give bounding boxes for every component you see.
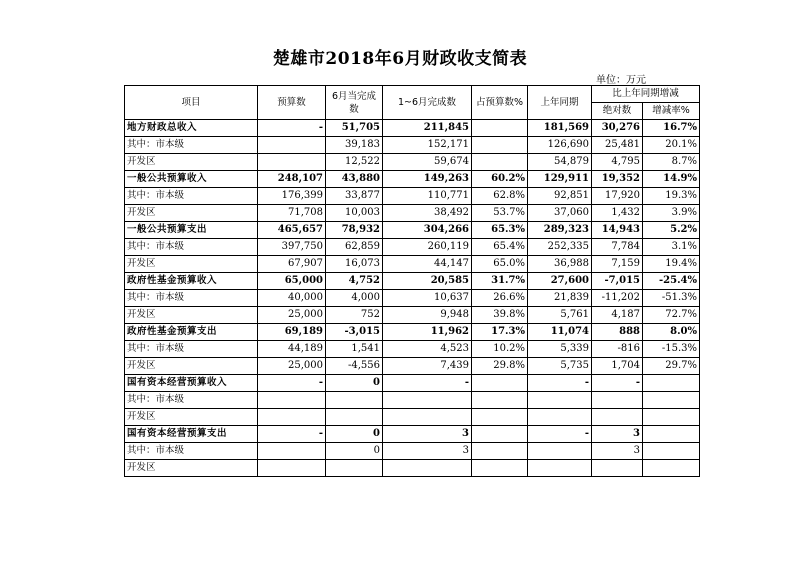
cell-june: 0 <box>326 375 383 392</box>
cell-ratio <box>472 426 528 443</box>
cell-rate: 19.3% <box>643 188 700 205</box>
unit-label: 单位：万元 <box>596 75 646 86</box>
table-row <box>125 358 700 375</box>
table-row <box>125 409 700 426</box>
page-title: 楚雄市2018年6月财政收支简表 <box>272 49 528 69</box>
cell-prev: 289,323 <box>528 222 592 239</box>
cell-rate: 5.2% <box>643 222 700 239</box>
cell-abs <box>592 392 643 409</box>
cell-ratio: 10.2% <box>472 341 528 358</box>
cell-prev: 5,735 <box>528 358 592 375</box>
cell-june: -3,015 <box>326 324 383 341</box>
table-row <box>125 239 700 256</box>
cell-budget: 176,399 <box>258 188 326 205</box>
cell-abs: 1,432 <box>592 205 643 222</box>
table-row <box>125 341 700 358</box>
table-row <box>125 273 700 290</box>
cell-prev: 21,839 <box>528 290 592 307</box>
cell-rate: 3.1% <box>643 239 700 256</box>
cell-rate: 72.7% <box>643 307 700 324</box>
cell-ratio <box>472 409 528 426</box>
cell-rate: 16.7% <box>643 120 700 137</box>
cell-rate: 14.9% <box>643 171 700 188</box>
finance-table <box>124 85 700 477</box>
cell-rate: 19.4% <box>643 256 700 273</box>
cell-june: 4,752 <box>326 273 383 290</box>
cell-budget <box>258 443 326 460</box>
cell-ratio: 65.3% <box>472 222 528 239</box>
row-label: 其中：市本级 <box>125 137 258 154</box>
cell-abs: 25,481 <box>592 137 643 154</box>
cell-ytd <box>383 392 472 409</box>
cell-abs: 30,276 <box>592 120 643 137</box>
cell-prev <box>528 409 592 426</box>
cell-ratio <box>472 375 528 392</box>
cell-ytd: 152,171 <box>383 137 472 154</box>
header-budget: 预算数 <box>258 86 326 120</box>
cell-prev: 5,339 <box>528 341 592 358</box>
cell-budget: 25,000 <box>258 358 326 375</box>
cell-ratio: 39.8% <box>472 307 528 324</box>
row-label: 开发区 <box>125 358 258 375</box>
cell-ratio <box>472 392 528 409</box>
cell-prev: 54,879 <box>528 154 592 171</box>
cell-prev <box>528 392 592 409</box>
cell-budget: 397,750 <box>258 239 326 256</box>
cell-june: 43,880 <box>326 171 383 188</box>
cell-ytd: 59,674 <box>383 154 472 171</box>
cell-june: 0 <box>326 426 383 443</box>
cell-budget <box>258 137 326 154</box>
row-label: 其中：市本级 <box>125 239 258 256</box>
cell-abs: 3 <box>592 426 643 443</box>
row-label: 开发区 <box>125 154 258 171</box>
table-row <box>125 290 700 307</box>
cell-prev <box>528 460 592 477</box>
cell-prev: 36,988 <box>528 256 592 273</box>
cell-abs: - <box>592 375 643 392</box>
header-rate: 增减率% <box>643 103 700 120</box>
cell-ratio: 26.6% <box>472 290 528 307</box>
cell-abs: 7,784 <box>592 239 643 256</box>
cell-rate <box>643 392 700 409</box>
cell-june: 12,522 <box>326 154 383 171</box>
cell-prev: 11,074 <box>528 324 592 341</box>
cell-prev: - <box>528 375 592 392</box>
cell-prev: - <box>528 426 592 443</box>
cell-ratio: 31.7% <box>472 273 528 290</box>
cell-june: -4,556 <box>326 358 383 375</box>
header-abs: 绝对数 <box>592 103 643 120</box>
cell-ytd: 260,119 <box>383 239 472 256</box>
cell-june: 33,877 <box>326 188 383 205</box>
cell-ytd: 211,845 <box>383 120 472 137</box>
cell-june: 51,705 <box>326 120 383 137</box>
cell-ytd: 38,492 <box>383 205 472 222</box>
cell-abs: 7,159 <box>592 256 643 273</box>
cell-abs: -816 <box>592 341 643 358</box>
cell-prev: 129,911 <box>528 171 592 188</box>
cell-budget <box>258 392 326 409</box>
cell-june: 39,183 <box>326 137 383 154</box>
cell-ytd: 10,637 <box>383 290 472 307</box>
cell-abs: 4,795 <box>592 154 643 171</box>
cell-rate <box>643 409 700 426</box>
table-row <box>125 256 700 273</box>
cell-ytd: 44,147 <box>383 256 472 273</box>
cell-budget: - <box>258 375 326 392</box>
table-row <box>125 307 700 324</box>
cell-june: 10,003 <box>326 205 383 222</box>
cell-abs: -7,015 <box>592 273 643 290</box>
cell-prev: 27,600 <box>528 273 592 290</box>
row-label: 一般公共预算收入 <box>125 171 258 188</box>
cell-budget: 69,189 <box>258 324 326 341</box>
header-june: 6月当完成数 <box>326 86 383 120</box>
cell-ratio <box>472 120 528 137</box>
cell-abs: -11,202 <box>592 290 643 307</box>
cell-prev: 126,690 <box>528 137 592 154</box>
table-row <box>125 392 700 409</box>
cell-ytd: 4,523 <box>383 341 472 358</box>
table-row <box>125 426 700 443</box>
row-label: 政府性基金预算收入 <box>125 273 258 290</box>
cell-abs: 17,920 <box>592 188 643 205</box>
cell-ytd: 9,948 <box>383 307 472 324</box>
cell-prev: 5,761 <box>528 307 592 324</box>
table-row <box>125 137 700 154</box>
cell-ytd: 11,962 <box>383 324 472 341</box>
row-label: 其中：市本级 <box>125 290 258 307</box>
row-label: 政府性基金预算支出 <box>125 324 258 341</box>
header-item: 项目 <box>125 86 258 120</box>
cell-ytd: - <box>383 375 472 392</box>
cell-rate <box>643 375 700 392</box>
row-label: 其中：市本级 <box>125 188 258 205</box>
cell-prev: 252,335 <box>528 239 592 256</box>
cell-june <box>326 392 383 409</box>
cell-rate: -15.3% <box>643 341 700 358</box>
cell-budget: 248,107 <box>258 171 326 188</box>
row-label: 开发区 <box>125 256 258 273</box>
cell-rate <box>643 460 700 477</box>
header-change-group: 比上年同期增减 <box>592 86 700 103</box>
row-label: 国有资本经营预算收入 <box>125 375 258 392</box>
cell-june <box>326 409 383 426</box>
cell-budget: 71,708 <box>258 205 326 222</box>
cell-abs: 3 <box>592 443 643 460</box>
cell-budget: - <box>258 426 326 443</box>
cell-ratio: 62.8% <box>472 188 528 205</box>
table-row <box>125 120 700 137</box>
cell-abs: 14,943 <box>592 222 643 239</box>
cell-ratio <box>472 137 528 154</box>
cell-june: 78,932 <box>326 222 383 239</box>
cell-abs: 888 <box>592 324 643 341</box>
row-label: 开发区 <box>125 307 258 324</box>
cell-rate: 8.7% <box>643 154 700 171</box>
cell-ratio: 53.7% <box>472 205 528 222</box>
cell-june: 4,000 <box>326 290 383 307</box>
cell-rate: -51.3% <box>643 290 700 307</box>
cell-budget: 44,189 <box>258 341 326 358</box>
cell-prev: 37,060 <box>528 205 592 222</box>
cell-ytd: 20,585 <box>383 273 472 290</box>
cell-ytd: 7,439 <box>383 358 472 375</box>
header-ytd: 1~6月完成数 <box>383 86 472 120</box>
cell-prev: 181,569 <box>528 120 592 137</box>
row-label: 开发区 <box>125 460 258 477</box>
cell-budget: 25,000 <box>258 307 326 324</box>
cell-ratio: 65.0% <box>472 256 528 273</box>
cell-june: 752 <box>326 307 383 324</box>
cell-ytd: 3 <box>383 426 472 443</box>
row-label: 国有资本经营预算支出 <box>125 426 258 443</box>
header-ratio: 占预算数% <box>472 86 528 120</box>
cell-rate: 29.7% <box>643 358 700 375</box>
cell-june: 62,859 <box>326 239 383 256</box>
cell-budget <box>258 409 326 426</box>
cell-june <box>326 460 383 477</box>
table-row <box>125 222 700 239</box>
cell-rate: -25.4% <box>643 273 700 290</box>
cell-ytd: 3 <box>383 443 472 460</box>
cell-ytd: 110,771 <box>383 188 472 205</box>
table-row <box>125 171 700 188</box>
cell-ratio <box>472 154 528 171</box>
table-row <box>125 443 700 460</box>
cell-rate <box>643 426 700 443</box>
row-label: 其中：市本级 <box>125 341 258 358</box>
table-body <box>125 120 700 477</box>
cell-abs <box>592 409 643 426</box>
cell-june: 1,541 <box>326 341 383 358</box>
row-label: 一般公共预算支出 <box>125 222 258 239</box>
cell-abs <box>592 460 643 477</box>
cell-rate: 3.9% <box>643 205 700 222</box>
table-row <box>125 375 700 392</box>
table-row <box>125 205 700 222</box>
row-label: 其中：市本级 <box>125 392 258 409</box>
row-label: 开发区 <box>125 409 258 426</box>
cell-june: 0 <box>326 443 383 460</box>
cell-prev: 92,851 <box>528 188 592 205</box>
row-label: 其中：市本级 <box>125 443 258 460</box>
cell-ytd: 304,266 <box>383 222 472 239</box>
cell-ytd: 149,263 <box>383 171 472 188</box>
cell-budget: 67,907 <box>258 256 326 273</box>
cell-ratio: 60.2% <box>472 171 528 188</box>
header-prev: 上年同期 <box>528 86 592 120</box>
cell-budget <box>258 460 326 477</box>
row-label: 地方财政总收入 <box>125 120 258 137</box>
cell-ratio: 29.8% <box>472 358 528 375</box>
cell-rate <box>643 443 700 460</box>
cell-ytd <box>383 460 472 477</box>
table-row <box>125 324 700 341</box>
cell-abs: 4,187 <box>592 307 643 324</box>
cell-abs: 1,704 <box>592 358 643 375</box>
cell-budget: 465,657 <box>258 222 326 239</box>
cell-budget: 65,000 <box>258 273 326 290</box>
cell-ratio: 65.4% <box>472 239 528 256</box>
cell-rate: 20.1% <box>643 137 700 154</box>
cell-ratio <box>472 443 528 460</box>
table-row <box>125 460 700 477</box>
cell-budget <box>258 154 326 171</box>
cell-abs: 19,352 <box>592 171 643 188</box>
cell-prev <box>528 443 592 460</box>
cell-rate: 8.0% <box>643 324 700 341</box>
cell-ratio <box>472 460 528 477</box>
cell-june: 16,073 <box>326 256 383 273</box>
cell-budget: 40,000 <box>258 290 326 307</box>
table-row <box>125 154 700 171</box>
cell-ratio: 17.3% <box>472 324 528 341</box>
table-row <box>125 188 700 205</box>
cell-budget: - <box>258 120 326 137</box>
cell-ytd <box>383 409 472 426</box>
row-label: 开发区 <box>125 205 258 222</box>
